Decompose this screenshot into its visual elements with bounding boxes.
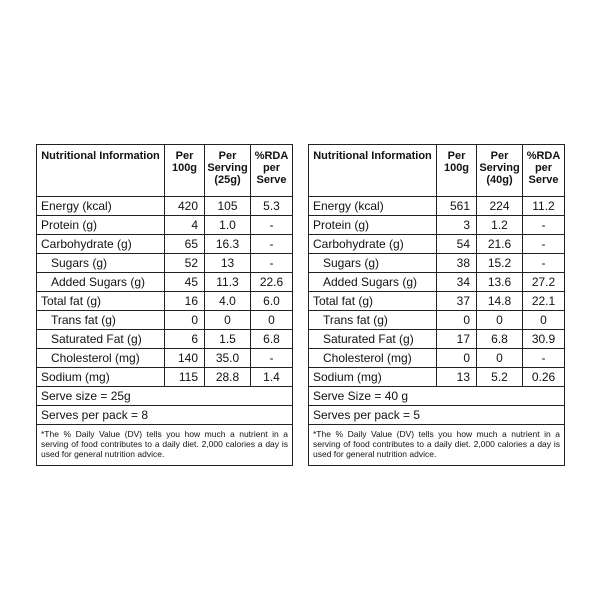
value-per-100g: 38 [437,254,477,273]
nutrition-table [308,144,565,466]
value-per-100g: 561 [437,197,477,216]
table-row [309,292,565,311]
value-per-serving: 1.2 [477,216,523,235]
table-row [37,349,293,368]
value-rda: - [251,254,293,273]
value-rda: - [523,235,565,254]
value-rda: 22.1 [523,292,565,311]
header-per-100g: Per 100g [437,145,477,197]
value-per-100g: 17 [437,330,477,349]
value-per-serving: 16.3 [205,235,251,254]
value-per-100g: 54 [437,235,477,254]
table-row [309,197,565,216]
header-nutritional-information: Nutritional Information [309,145,437,197]
value-rda: - [251,349,293,368]
nutrient-name: Carbohydrate (g) [309,235,437,254]
value-per-100g: 140 [165,349,205,368]
table-row [37,311,293,330]
nutrient-name: Total fat (g) [309,292,437,311]
header-rda: %RDA per Serve [251,145,293,197]
nutrient-name: Sodium (mg) [37,368,165,387]
nutrient-name: Trans fat (g) [37,311,165,330]
nutrient-name: Cholesterol (mg) [309,349,437,368]
table-row [309,235,565,254]
value-per-serving: 13.6 [477,273,523,292]
serve-size: Serve Size = 40 g [309,387,565,406]
daily-value-footnote: *The % Daily Value (DV) tells you how much a nutrient in a serving of food contributes to a daily diet. 2,000 calories a day is used for general nutrition advice. [309,425,565,466]
value-per-serving: 15.2 [477,254,523,273]
table-row [37,273,293,292]
table-row [309,254,565,273]
value-per-100g: 3 [437,216,477,235]
value-per-serving: 14.8 [477,292,523,311]
nutrient-name: Sugars (g) [309,254,437,273]
value-rda: 27.2 [523,273,565,292]
serve-size: Serve size = 25g [37,387,293,406]
value-per-100g: 6 [165,330,205,349]
nutrient-name: Protein (g) [309,216,437,235]
table-row [309,330,565,349]
serves-per-pack-row [37,406,293,425]
table-row [37,254,293,273]
header-per-serving: Per Serving (40g) [477,145,523,197]
value-rda: 0 [251,311,293,330]
table-row [37,292,293,311]
value-rda: 6.0 [251,292,293,311]
nutrition-panel-left [36,144,292,466]
value-per-serving: 4.0 [205,292,251,311]
value-per-serving: 1.5 [205,330,251,349]
value-rda: 5.3 [251,197,293,216]
daily-value-footnote: *The % Daily Value (DV) tells you how much a nutrient in a serving of food contributes to a daily diet. 2,000 calories a day is used for general nutrition advice. [37,425,293,466]
serve-size-row [37,387,293,406]
header-per-100g: Per 100g [165,145,205,197]
nutrient-name: Protein (g) [37,216,165,235]
value-per-100g: 65 [165,235,205,254]
table-header-row [309,145,565,197]
table-row [309,273,565,292]
table-row [309,216,565,235]
serves-per-pack-row [309,406,565,425]
header-nutritional-information: Nutritional Information [37,145,165,197]
value-rda: - [523,254,565,273]
table-row [309,311,565,330]
value-rda: 0 [523,311,565,330]
value-per-serving: 21.6 [477,235,523,254]
value-rda: 0.26 [523,368,565,387]
value-per-serving: 105 [205,197,251,216]
value-per-100g: 0 [437,311,477,330]
value-per-100g: 13 [437,368,477,387]
value-per-serving: 224 [477,197,523,216]
value-per-serving: 5.2 [477,368,523,387]
footnote-row [37,425,293,466]
footnote-row [309,425,565,466]
table-row [37,216,293,235]
nutrient-name: Energy (kcal) [37,197,165,216]
value-rda: 1.4 [251,368,293,387]
value-per-serving: 35.0 [205,349,251,368]
value-per-100g: 0 [437,349,477,368]
value-per-serving: 6.8 [477,330,523,349]
nutrition-table [36,144,293,466]
nutrient-name: Added Sugars (g) [37,273,165,292]
nutrition-panel-right [308,144,564,466]
value-per-100g: 4 [165,216,205,235]
value-rda: - [523,349,565,368]
value-per-100g: 16 [165,292,205,311]
nutrient-name: Saturated Fat (g) [37,330,165,349]
value-per-serving: 11.3 [205,273,251,292]
value-rda: 6.8 [251,330,293,349]
value-per-serving: 1.0 [205,216,251,235]
nutrient-name: Added Sugars (g) [309,273,437,292]
value-per-100g: 37 [437,292,477,311]
value-per-serving: 0 [477,349,523,368]
value-rda: 11.2 [523,197,565,216]
value-per-serving: 0 [477,311,523,330]
nutrient-name: Sugars (g) [37,254,165,273]
value-per-serving: 0 [205,311,251,330]
nutrient-name: Cholesterol (mg) [37,349,165,368]
nutrient-name: Saturated Fat (g) [309,330,437,349]
value-per-100g: 45 [165,273,205,292]
nutrient-rows [309,197,565,387]
table-row [37,235,293,254]
header-rda: %RDA per Serve [523,145,565,197]
nutrient-name: Trans fat (g) [309,311,437,330]
value-per-serving: 13 [205,254,251,273]
table-header-row [37,145,293,197]
serves-per-pack: Serves per pack = 5 [309,406,565,425]
value-per-serving: 28.8 [205,368,251,387]
nutrient-name: Sodium (mg) [309,368,437,387]
table-row [37,368,293,387]
table-row [37,330,293,349]
nutrient-name: Total fat (g) [37,292,165,311]
header-per-serving: Per Serving (25g) [205,145,251,197]
nutrient-name: Energy (kcal) [309,197,437,216]
nutrient-name: Carbohydrate (g) [37,235,165,254]
table-row [37,197,293,216]
table-row [309,368,565,387]
value-per-100g: 115 [165,368,205,387]
value-rda: 22.6 [251,273,293,292]
value-rda: - [251,235,293,254]
value-per-100g: 420 [165,197,205,216]
serves-per-pack: Serves per pack = 8 [37,406,293,425]
nutrient-rows [37,197,293,387]
serve-size-row [309,387,565,406]
value-per-100g: 52 [165,254,205,273]
value-per-100g: 34 [437,273,477,292]
value-rda: - [523,216,565,235]
value-rda: 30.9 [523,330,565,349]
table-row [309,349,565,368]
value-rda: - [251,216,293,235]
value-per-100g: 0 [165,311,205,330]
